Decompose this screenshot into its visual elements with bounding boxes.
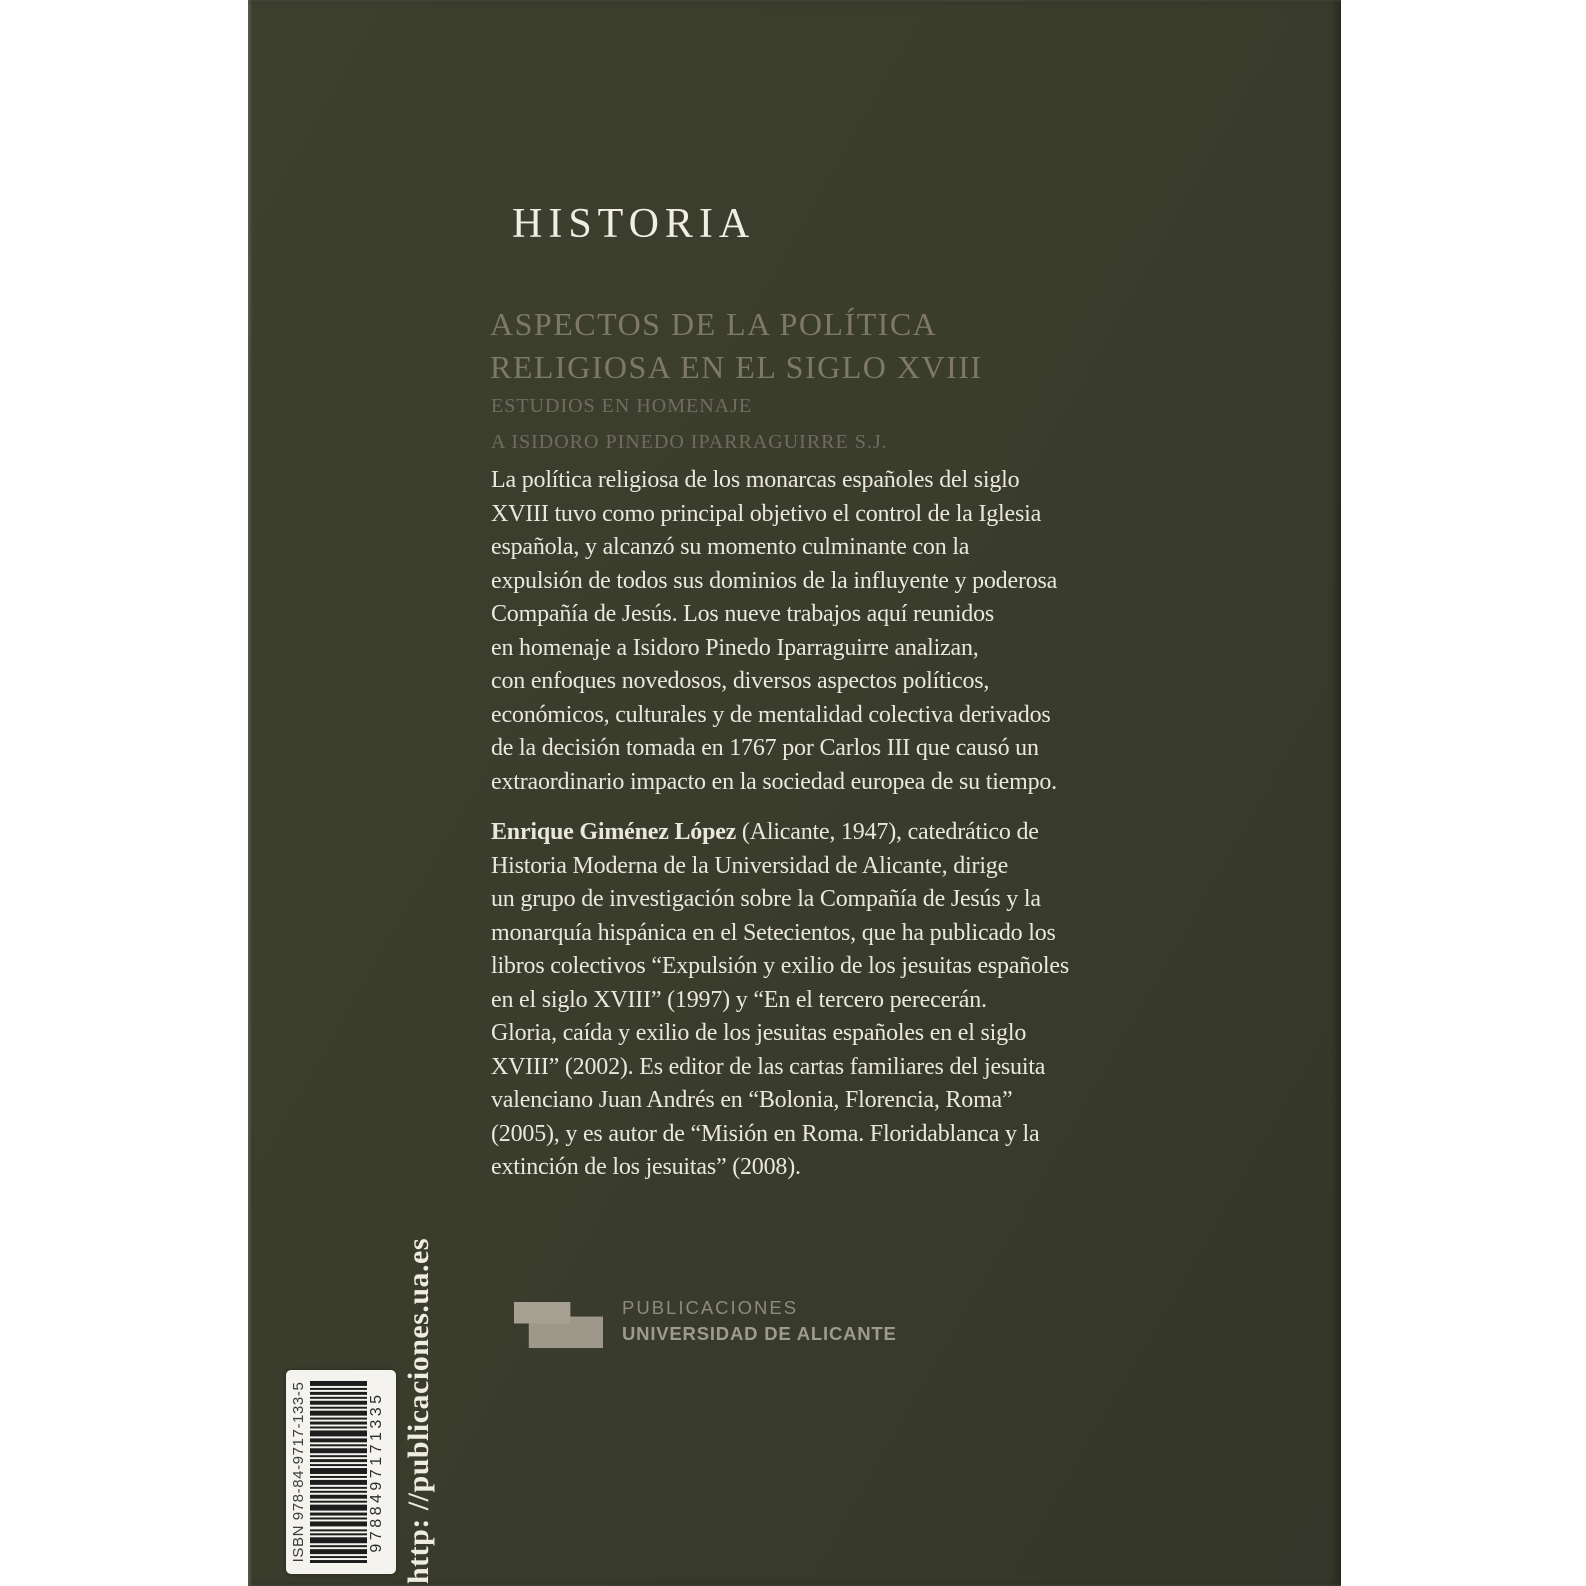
title-line-2: RELIGIOSA EN EL SIGLO XVIII bbox=[490, 349, 983, 385]
barcode-rotated-content bbox=[286, 1370, 396, 1574]
publisher-url: http: //publicaciones.ua.es bbox=[402, 1237, 435, 1584]
isbn-number: ISBN 978-84-9717-133-5 bbox=[290, 1381, 307, 1563]
subtitle-line-2: A ISIDORO PINEDO IPARRAGUIRRE S.J. bbox=[491, 431, 888, 453]
author-bio-paragraph bbox=[491, 816, 1069, 1185]
text-line: extraordinario impacto en la sociedad europea de su tiempo. bbox=[491, 768, 1057, 795]
publisher-logo-icon bbox=[514, 1300, 603, 1349]
text-line: valenciano Juan Andrés en “Bolonia, Florencia, Roma” bbox=[491, 1087, 1013, 1113]
text-line: libros colectivos “Expulsión y exilio de los jesuitas españoles bbox=[491, 953, 1069, 979]
publisher-name: PUBLICACIONES bbox=[622, 1297, 799, 1318]
text-line: de la decisión tomada en 1767 por Carlos III que causó un bbox=[491, 735, 1039, 761]
publisher-block bbox=[622, 1294, 897, 1347]
text-line: un grupo de investigación sobre la Compañía de Jesús y la bbox=[491, 886, 1041, 912]
text-line: monarquía hispánica en el Setecientos, que ha publicado los bbox=[491, 919, 1056, 946]
category-label: HISTORIA bbox=[512, 201, 756, 247]
synopsis-paragraph bbox=[491, 464, 1057, 799]
text-line: expulsión de todos sus dominios de la influyente y poderosa bbox=[491, 567, 1058, 594]
author-bio-first-line bbox=[491, 816, 1069, 850]
text-line: Historia Moderna de la Universidad de Alicante, dirige bbox=[491, 852, 1009, 879]
text-line: (2005), y es autor de “Misión en Roma. Floridablanca y la bbox=[491, 1120, 1040, 1147]
text-line: XVIII” (2002). Es editor de las cartas familiares del jesuita bbox=[491, 1053, 1046, 1080]
book-title bbox=[490, 303, 983, 389]
text-line: con enfoques novedosos, diversos aspectos políticos, bbox=[491, 668, 990, 694]
author-bio-lead-rest: (Alicante, 1947), catedrático de bbox=[736, 819, 1039, 845]
title-line-1: ASPECTOS DE LA POLÍTICA bbox=[490, 306, 938, 342]
book-subtitle bbox=[491, 388, 888, 460]
author-name: Enrique Giménez López bbox=[491, 819, 737, 845]
text-line: en homenaje a Isidoro Pinedo Iparraguirre analizan, bbox=[491, 634, 979, 661]
text-line: extinción de los jesuitas” (2008). bbox=[491, 1154, 801, 1180]
publisher-university: UNIVERSIDAD DE ALICANTE bbox=[622, 1323, 897, 1344]
barcode-bars-icon bbox=[310, 1381, 367, 1563]
text-line: española, y alcanzó su momento culminante con la bbox=[491, 534, 970, 560]
subtitle-line-1: ESTUDIOS EN HOMENAJE bbox=[491, 395, 753, 417]
barcode-digits: 9788497171335 bbox=[368, 1391, 385, 1553]
text-line: Gloria, caída y exilio de los jesuitas españoles en el siglo bbox=[491, 1020, 1027, 1046]
text-line: La política religiosa de los monarcas españoles del siglo bbox=[491, 467, 1020, 493]
text-line: XVIII tuvo como principal objetivo el control de la Iglesia bbox=[491, 500, 1042, 527]
isbn-barcode-label bbox=[286, 1370, 396, 1574]
author-bio-lines bbox=[491, 850, 1069, 1185]
text-line: económicos, culturales y de mentalidad colectiva derivados bbox=[491, 701, 1051, 728]
text-line: en el siglo XVIII” (1997) y “En el tercero perecerán. bbox=[491, 986, 987, 1013]
text-line: Compañía de Jesús. Los nueve trabajos aquí reunidos bbox=[491, 601, 995, 627]
book-back-cover bbox=[248, 0, 1341, 1586]
